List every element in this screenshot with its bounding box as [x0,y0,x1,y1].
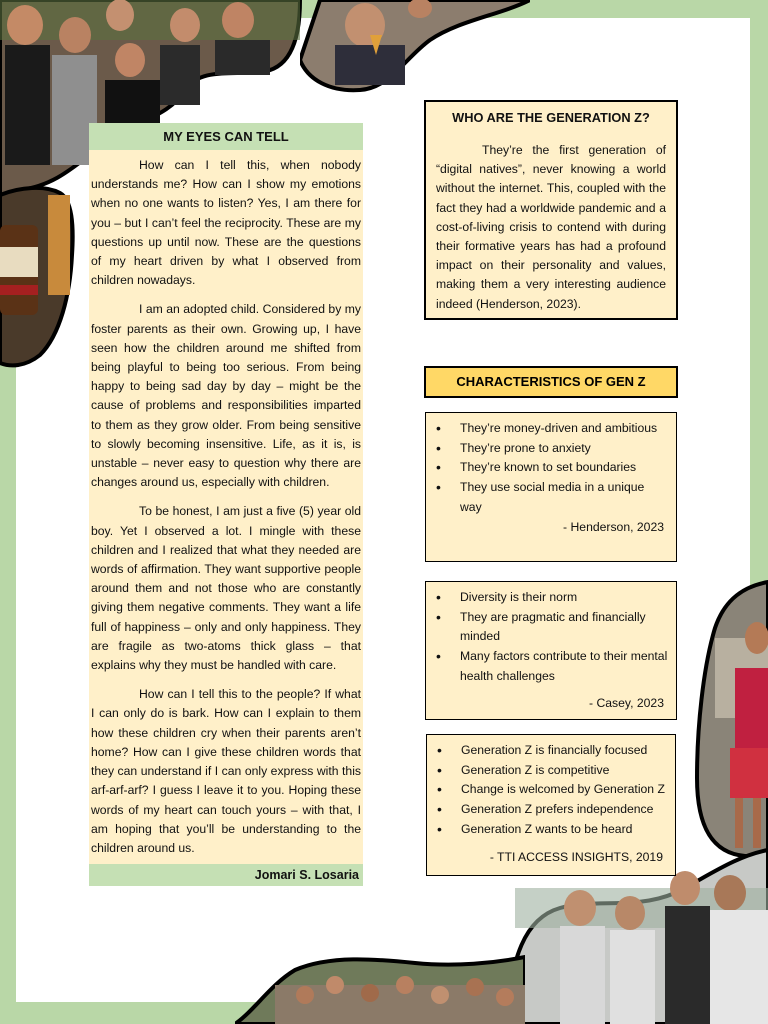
genz-definition-box [424,100,678,320]
list-source: - Henderson, 2023 [563,519,664,534]
genz-text: They’re the first generation of “digital natives”, never knowing a world without the internet. This, coupled with the fact they had a worldwide pandemic and a cost-of-living crisis to contend with during their formative years has had a profound impact on their personality and values, making them a very interesting audience indeed (Henderson, 2023). [436,143,666,311]
characteristics-list-tti [426,734,676,876]
list-item: • They’re known to set boundaries [460,458,668,478]
list-item: • They’re money-driven and ambitious [460,419,668,439]
genz-title: WHO ARE THE GENERATION Z? [452,110,650,125]
article-paragraph: How can I tell this to the people? If what I can only do is bark. How can I explain to them how these children cry when their parents aren’t home? How can I give these children words that they can understand if I can only express with this arf-arf-arf? I guess I leave it to you. Hoping these words of my heart can touch yours – with that, I am hoping that you’ll be understanding to the children around us. [91,687,361,855]
article-title: MY EYES CAN TELL [89,123,363,150]
girl-with-ice-cream-photo [300,0,530,95]
article-paragraph: To be honest, I am just a five (5) year old boy. Yet I observed a lot. I mingle with these children and I realized that what they needed are words of affirmation. They want supportive people around them and not those who are constantly giving them negative comments. They want a life full of happiness – only and only happiness. They are fragile as two-atoms thick glass – that explains why they must be handled with care. [91,504,361,673]
list-item: • Generation Z prefers independence [461,800,667,820]
characteristics-list-casey [425,581,677,720]
article-body [89,150,363,858]
list-item: • Change is welcomed by Generation Z [461,780,667,800]
characteristics-header: CHARACTERISTICS OF GEN Z [424,366,678,398]
child-by-shore-photo [695,578,768,860]
list-item: • Generation Z wants to be heard [461,820,667,840]
article-paragraph: I am an adopted child. Considered by my foster parents as their own. Growing up, I have seen how the children around me shifted from being playful to being too serious. From being happy to being sad day by day – might be the cause of problems and responsibilities imparted to them as they grow older. From being sensitive to slowly becoming insensitive. Life, as it is, is unstable – never easy to question why there are changes around us, especially with children. [91,302,361,490]
list-source: - Casey, 2023 [589,695,664,710]
article-my-eyes-can-tell [89,123,363,886]
list-item: • Generation Z is financially focused [461,741,667,761]
list-item: • Generation Z is competitive [461,761,667,781]
list-item: • They’re prone to anxiety [460,439,668,459]
list-item: • They are pragmatic and financially minded [460,608,668,647]
characteristics-list-henderson [425,412,677,562]
list-item: • They use social media in a unique way [460,478,668,517]
article-paragraph: How can I tell this, when nobody understands me? How can I show my emotions when no one wants to listen? Yes, I am there for you – but I can’t feel the reciprocity. These are my questions up until now. These are the questions of my heart driven by what I observed from children nowadays. [91,158,361,288]
bottle-photo [0,185,75,370]
list-source: - TTI ACCESS INSIGHTS, 2019 [489,849,663,864]
list-item: • Many factors contribute to their mental health challenges [460,647,668,686]
list-item: • Diversity is their norm [460,588,668,608]
crowd-of-children-photo [235,955,525,1024]
article-author: Jomari S. Losaria [89,864,363,886]
